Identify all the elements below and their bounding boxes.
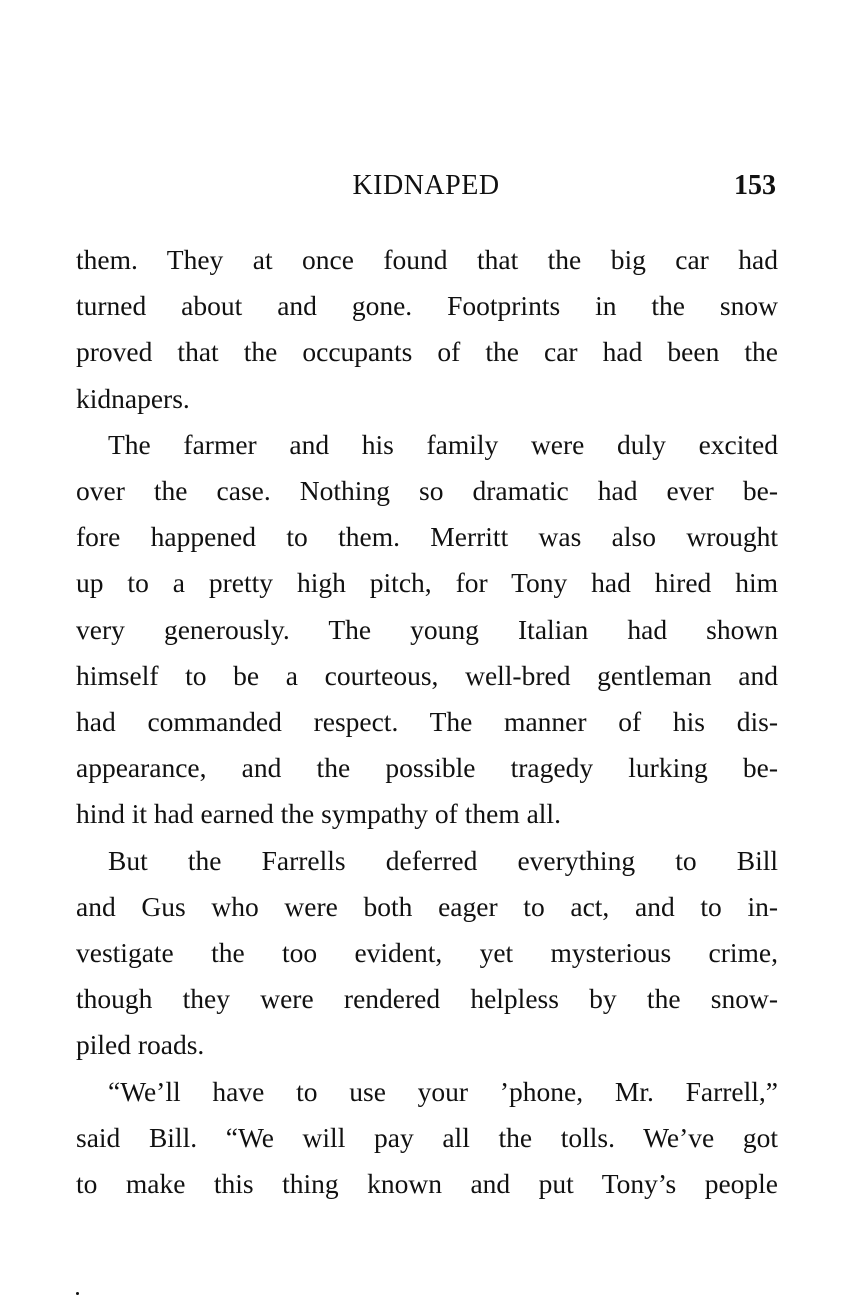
page-number: 153 [734, 170, 776, 201]
running-head [76, 166, 776, 206]
text-line: over the case. Nothing so dramatic had ever be- [76, 475, 778, 507]
body-text [76, 237, 778, 1207]
text-line: appearance, and the possible tragedy lurking be- [76, 752, 778, 784]
ink-speck [76, 1292, 79, 1295]
running-title: KIDNAPED [352, 170, 500, 201]
text-line: The farmer and his family were duly excited [108, 428, 778, 460]
text-line: himself to be a courteous, well-bred gentleman and [76, 659, 778, 691]
text-line: piled roads. [76, 1029, 205, 1061]
text-line: had commanded respect. The manner of his dis- [76, 706, 778, 738]
text-line: fore happened to them. Merritt was also wrought [76, 521, 778, 553]
text-line: “We’ll have to use your ’phone, Mr. Farrell,” [108, 1075, 778, 1107]
text-line: very generously. The young Italian had shown [76, 613, 778, 645]
paragraph-2 [76, 422, 778, 838]
text-line: to make this thing known and put Tony’s people [76, 1168, 778, 1200]
text-line: kidnapers. [76, 382, 190, 414]
paragraph-3 [76, 838, 778, 1069]
paragraph-4 [76, 1069, 778, 1208]
text-line: But the Farrells deferred everything to Bill [108, 844, 778, 876]
text-line: though they were rendered helpless by the snow- [76, 983, 778, 1015]
text-line: them. They at once found that the big car had [76, 244, 778, 275]
text-line: hind it had earned the sympathy of them all. [76, 798, 561, 830]
text-line: said Bill. “We will pay all the tolls. We’ve got [76, 1121, 778, 1153]
text-line: proved that the occupants of the car had been the [76, 336, 778, 368]
text-line: and Gus who were both eager to act, and to in- [76, 890, 778, 922]
text-line: vestigate the too evident, yet mysterious crime, [76, 937, 778, 969]
paragraph-1 [76, 237, 778, 422]
text-line: up to a pretty high pitch, for Tony had hired him [76, 567, 778, 599]
text-line: turned about and gone. Footprints in the snow [76, 290, 778, 322]
